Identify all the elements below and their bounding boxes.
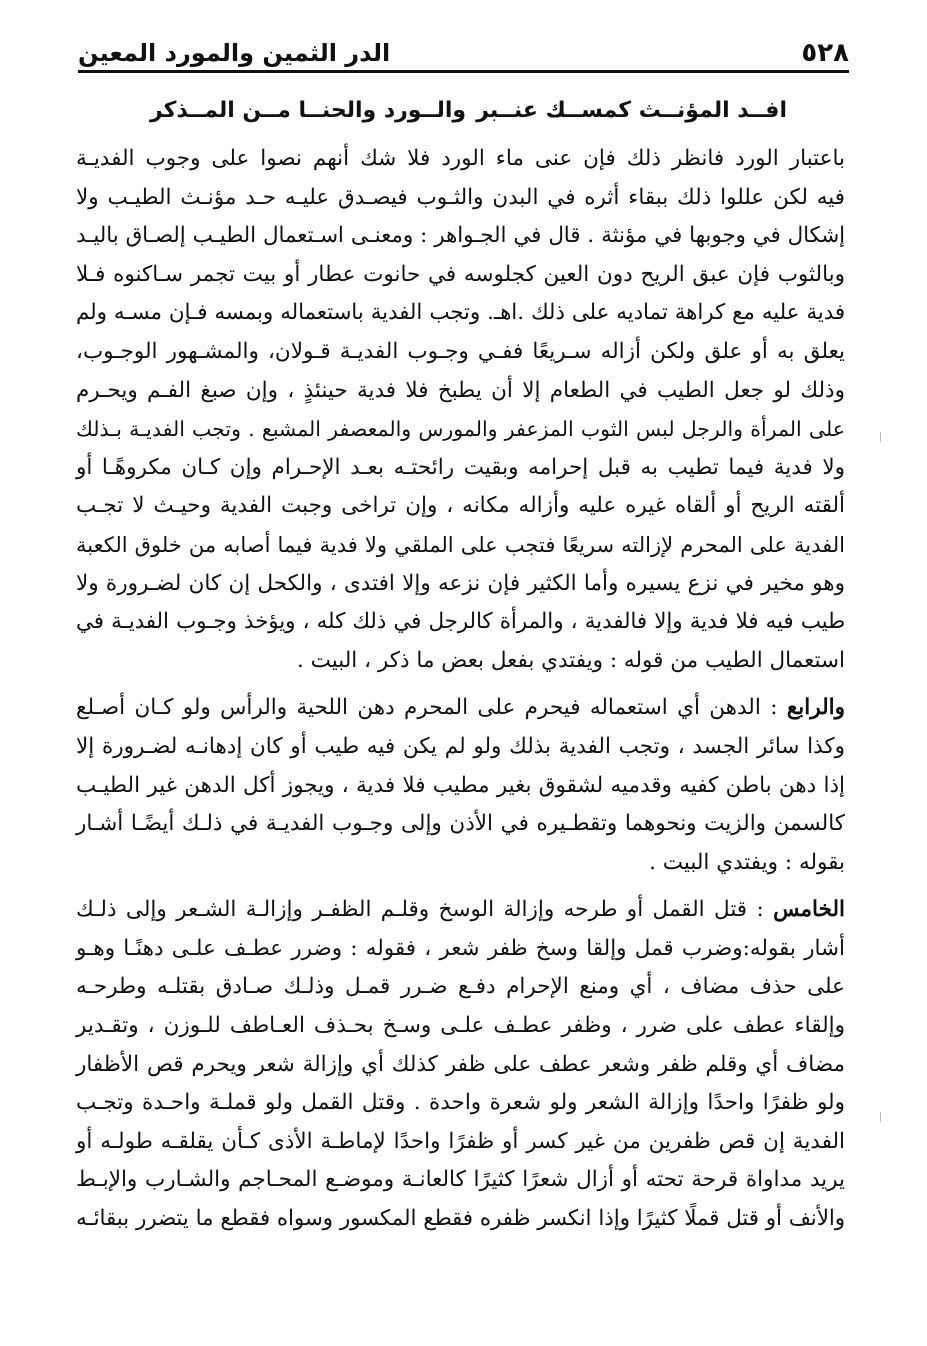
text-line: باعتبار الورد فانظر ذلك فإن عنى ماء الورد فلا شك أنهم نصوا على وجوب الفديـة bbox=[76, 146, 845, 171]
verse-hemistich-left: والــورد والحنــا مــن المــذكر bbox=[150, 97, 467, 123]
text-line: وإلقاء عطف على ضرر ، وظفر عطـف علـى وسـخ بحـذف العـاطف للـوزن ، وتقـدير bbox=[76, 1013, 845, 1039]
text-line: يعلق به أو علق ولكن أزاله سـريعًا ففـي وجـوب الفديـة قـولان، والمشـهور الوجـوب، bbox=[76, 338, 845, 364]
text-line-lead bbox=[76, 689, 845, 728]
text-line: : قتل القمل أو طرحه وإزالة الوسخ وقلـم الظفـر وإزالـة الشـعر وإلى ذلـك bbox=[76, 897, 764, 923]
text-line-lead bbox=[76, 891, 845, 930]
margin-mark bbox=[880, 432, 881, 442]
page-header bbox=[78, 32, 849, 73]
paragraph-2 bbox=[76, 689, 845, 882]
text-line: فيه لكن عللوا ذلك ببقاء أثره في البدن والثـوب فيصـدق عليـه حـد مؤنـث الطيـب ولا bbox=[76, 184, 845, 210]
text-line: ألقته الريح أو ألقاه غيره عليه وأزاله مكانه ، وإن تراخى وجبت الفدية وحيـث لا تجـب bbox=[76, 493, 845, 519]
section-lead: الخامس bbox=[773, 897, 845, 923]
text-line: أشار بقوله:وضرب قمل وإلقا وسخ ظفر شعر ، فقوله : وضرر عطـف علـى دهنًـا وهـو bbox=[76, 935, 845, 961]
text-line: ولا فدية فيما تطيب به قبل إحرامه وبقيت رائحتـه بعـد الإحـرام وإن كـان مكروهًـا أو bbox=[76, 454, 845, 480]
text-line: : الدهن أي استعماله فيحرم على المحرم دهن اللحية والرأس ولو كـان أصـلع bbox=[76, 695, 778, 721]
text-line: وبالثوب فإن عبق الريح دون العين كجلوسه في حانوت عطار أو بيت تجمر سـاكنوه فـلا bbox=[76, 261, 845, 287]
running-title: الدر الثمين والمورد المعين bbox=[78, 39, 391, 67]
text-line: طيب فيه فلا فدية وإلا فالفدية ، والمرأة كالرجل في ذلك كله ، ويؤخذ وجـوب الفديـة في bbox=[76, 609, 845, 635]
text-line: الفدية إن قص ظفرين من غير كسر أو ظفرًا واحدًا لإماطـة الأذى كـأن يقلقـه طولـه أو bbox=[76, 1128, 845, 1154]
text-line: إذا دهن باطن كفيه وقدميه لشقوق بغير مطيب فلا فدية ، ويجوز أكل الدهن غير الطيـب bbox=[76, 772, 845, 798]
paragraph-1 bbox=[76, 140, 845, 680]
text-line: وهو مخير في نزع يسيره وأما الكثير فإن نزعه وإلا افتدى ، والكحل إن كان لضـرورة ولا bbox=[76, 570, 845, 596]
verse-line bbox=[150, 90, 787, 130]
text-line: يريد مداواة قرحة تحته أو أزال شعرًا كثيرًا كالعانـة وموضـع المحـاجم والشـارب والإبـط bbox=[76, 1167, 845, 1193]
text-line: والأنف أو قتل قملًا كثيرًا وإذا انكسر ظفره فقطع المكسور وسواه فقطع ما يتضرر ببقائـه bbox=[76, 1206, 845, 1232]
text-line: مضاف أي وقلم ظفر وشعر عطف على ظفر كذلك أي وإزالة شعر ويحرم قص الأظفار bbox=[76, 1051, 845, 1077]
text-line: إشكال في وجوبها في مؤنثة . قال في الجـواهر : ومعنـى اسـتعمال الطيـب إلصـاق باليـد bbox=[76, 223, 845, 249]
text-line: على حذف مضاف ، أي ومنع الإحرام دفـع ضـرر قمـل وذلـك صـادق بقتلـه وطرحـه bbox=[76, 974, 845, 1000]
margin-mark bbox=[880, 1112, 881, 1122]
text-line: ولو ظفرًا واحدًا وإزالة الشعر ولو شعرة واحدة . وقتل القمل ولو قملـة واحـدة وتجـب bbox=[76, 1090, 845, 1116]
verse-hemistich-right: افــد المؤنــث كمســك عنــبر bbox=[476, 97, 787, 123]
text-line: فدية عليه مع كراهة تماديه على ذلك .اهـ. وتجب الفدية باستعماله وبمسه فـإن مسـه ولم bbox=[76, 300, 845, 326]
text-line: وذلك لو جعل الطيب في الطعام إلا أن يطبخ فلا فدية حينئذٍ ، وإن صبغ الفـم ويحـرم bbox=[76, 377, 845, 403]
text-line: استعمال الطيب من قوله : ويفتدي بفعل بعض ما ذكر ، البيت . bbox=[297, 647, 845, 673]
paragraph-3 bbox=[76, 891, 845, 1238]
text-line: على المرأة والرجل لبس الثوب المزعفر والمورس والمعصفر المشبع . وتجب الفديـة بـذلك bbox=[76, 417, 845, 442]
text-line: وكذا سائر الجسد ، وتجب الفدية بذلك ولو لم يكن فيه طيب أو كان إدهانـه لضـرورة إلا bbox=[76, 733, 845, 759]
page-number: ٥٢٨ bbox=[801, 38, 849, 68]
text-line: الفدية على المحرم لإزالته سريعًا فتجب على الملقي ولا فدية فيما أصابه من خلوق الكعبة bbox=[76, 532, 845, 557]
body-text bbox=[76, 140, 845, 1239]
text-line: كالسمن والزيت ونحوهما وتقطـيره في الأذن وإلى وجـوب الفديـة في ذلـك أيضًـا أشـار bbox=[76, 811, 845, 837]
text-line: بقوله : ويفتدي البيت . bbox=[649, 849, 845, 875]
section-lead: والرابع bbox=[786, 695, 845, 721]
